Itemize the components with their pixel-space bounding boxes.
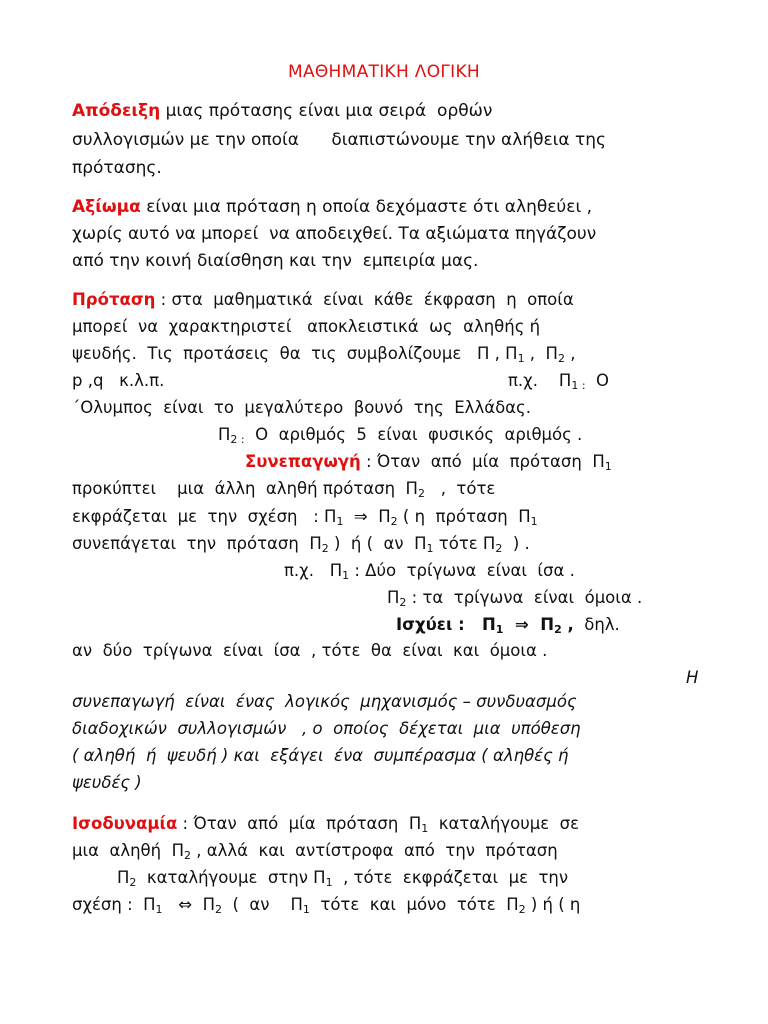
implication-line-9: Η [686,668,699,687]
axiom-line-3: από την κοινή διαίσθηση και την εμπειρία μας. [72,251,479,271]
equivalence-term: Ισοδυναμία [72,814,178,833]
implication-line-10: συνεπαγωγή είναι ένας λογικός μηχανισμός – συνδυασμός [72,692,577,711]
implication-line-8: αν δύο τρίγωνα είναι ίσα , τότε θα είναι και όμοια . [72,641,548,660]
page-title: ΜΑΘΗΜΑΤΙΚΗ ΛΟΓΙΚΗ [287,62,481,82]
proposition-line-4a: p ,q κ.λ.π. [72,371,165,390]
proposition-line-1: Πρόταση : στα μαθηματικά είναι κάθε έκφραση η οποία [72,290,574,309]
equivalence-line-1: Ισοδυναμία : Όταν από μία πρόταση $\Pi_1$ καταλήγουμε σε [72,814,580,835]
proof-line-2: συλλογισμών με την οποία διαπιστώνουμε την αλήθεια της [72,130,607,150]
implication-line-13: ψευδές ) [72,773,142,792]
implication-term: Συνεπαγωγή [245,452,361,471]
proof-line-1: Απόδειξη μιας πρότασης είναι μια σειρά ορθών [72,101,493,121]
proposition-line-5: ΄Ολυμπος είναι το μεγαλύτερο βουνό της Ελλάδας. [72,398,531,417]
proof-term: Απόδειξη [72,101,161,121]
implication-line-4: συνεπάγεται την πρόταση $\Pi_2$ ) ή ( αν $\Pi_1$ τότε $\Pi_2$ ) . [72,534,530,555]
implication-line-1: Συνεπαγωγή : Όταν από μία πρόταση $\Pi_1$ [245,452,612,473]
axiom-term: Αξίωμα [72,197,141,217]
implication-line-5: π.χ. $\Pi_1$ : Δύο τρίγωνα είναι ίσα . [284,561,575,582]
proposition-line-6: $\Pi_{2 :}$ Ο αριθμός 5 είναι φυσικός αριθμός . [218,425,583,446]
implication-line-6: $\Pi_2$ : τα τρίγωνα είναι όμοια . [387,588,643,609]
proposition-term: Πρόταση [72,290,156,309]
implication-line-3: εκφράζεται με την σχέση : $\Pi_1$ ⇒ $\Pi_2$ ( η πρόταση $\Pi_1$ [72,507,538,528]
proposition-line-4b: π.χ. $\Pi_{1 :}$ Ο [508,371,610,392]
proposition-line-2: μπορεί να χαρακτηριστεί αποκλειστικά ως αληθής ή [72,317,541,336]
proof-line-3: πρότασης. [72,158,162,178]
equivalence-line-3: $\Pi_2$ καταλήγουμε στην $\Pi_1$ , τότε εκφράζεται με την [117,868,569,889]
proposition-line-3: ψευδής. Τις προτάσεις θα τις συμβολίζουμε Π , $\Pi_1$ , $\Pi_2$ , [72,344,576,365]
equivalence-line-4: σχέση : $\Pi_1$ ⇔ $\Pi_2$ ( αν $\Pi_1$ τότε και μόνο τότε $\Pi_2$ ) ή ( η [72,895,581,916]
equivalence-line-2: μια αληθή $\Pi_2$ , αλλά και αντίστροφα από την πρόταση [72,841,558,862]
axiom-line-1: Αξίωμα είναι μια πρόταση η οποία δεχόμαστε ότι αληθεύει , [72,197,593,217]
implication-line-2: προκύπτει μια άλλη αληθή πρόταση $\Pi_2$ , τότε [72,479,496,500]
implication-line-12: ( αληθή ή ψευδή ) και εξάγει ένα συμπέρασμα ( αληθές ή [72,746,569,765]
implication-line-7: Ισχύει : $\Pi_1$ ⇒ $\Pi_2$ , δηλ. [396,615,620,636]
implication-line-11: διαδοχικών συλλογισμών , ο οποίος δέχεται μια υπόθεση [72,719,581,738]
axiom-line-2: χωρίς αυτό να μπορεί να αποδειχθεί. Τα αξιώματα πηγάζουν [72,224,597,244]
